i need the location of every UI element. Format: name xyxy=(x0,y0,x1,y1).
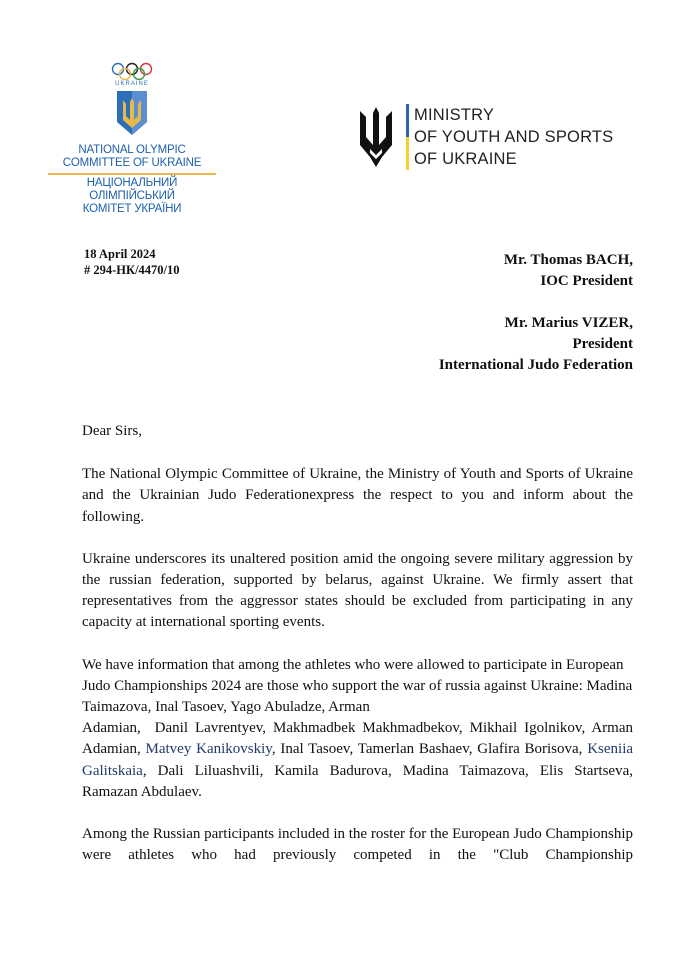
trident-icon xyxy=(356,105,396,169)
paragraph-2: Ukraine underscores its unaltered position amid the ongoing severe military aggression by the russian federation, supported by belarus, against Ukraine. We firmly assert that representatives from the aggressor states should be excluded from participating in any capacity at international sporting events. xyxy=(82,550,633,631)
noc-ukraine-label: UKRAINE xyxy=(115,81,149,87)
athlete-highlight-1: Matvey Kanikovskiy xyxy=(145,741,272,758)
salutation: Dear Sirs, xyxy=(82,423,142,439)
paragraph-3: We have information that among the athletes who were allowed to participate in European Judo Championships 2024 are those who support the war of russia against Ukraine: Madina Taimazova, Inal Tasoev, Yago Abuladze, Arman Adamian, Danil Lavrentyev, Makhmadbek Makhmadbekov, Mikhail Igolnikov, Arman Adamian, Matvey Kanikovskiy, Inal Tasoev, Tamerlan Bashaev, Glafira Borisova, Kseniia Galitskaia, Dali Liluashvili, Kamila Badurova, Madina Taimazova, Elis Startseva, Ramazan Abdulaev. xyxy=(82,656,636,800)
ministry-flag-bar xyxy=(406,104,409,170)
ukraine-shield-icon xyxy=(116,90,148,136)
addressee-2-organization: International Judo Federation xyxy=(438,357,633,373)
addressee-2-title: President xyxy=(572,336,633,352)
noc-name-english: NATIONAL OLYMPIC COMMITTEE OF UKRAINE xyxy=(62,144,202,169)
noc-name-ukrainian: НАЦІОНАЛЬНИЙ ОЛІМПІЙСЬКИЙ КОМІТЕТ УКРАЇНИ xyxy=(82,177,182,215)
letter-number: # 294-НК/4470/10 xyxy=(84,263,180,277)
ministry-name: MINISTRY OF YOUTH AND SPORTS OF UKRAINE xyxy=(414,106,614,168)
noc-divider xyxy=(48,173,216,175)
ministry-logo xyxy=(356,104,613,170)
addressee-block xyxy=(439,250,633,376)
paragraph-4: Among the Russian participants included in the roster for the European Judo Championship were athletes who had previously competed in the "Club Championship xyxy=(82,826,633,864)
olympic-rings-icon xyxy=(110,62,154,80)
athlete-highlight-2: Kseniia Galitskaia xyxy=(82,741,634,779)
letter-reference xyxy=(84,246,180,278)
addressee-1-title: IOC President xyxy=(540,273,633,289)
letter-body xyxy=(82,421,636,887)
addressee-1-name: Mr. Thomas BACH, xyxy=(503,252,633,268)
addressee-2-name: Mr. Marius VIZER, xyxy=(504,315,633,331)
paragraph-1: The National Olympic Committee of Ukraine, the Ministry of Youth and Sports of Ukraine and the Ukrainian Judo Federationexpress the respect to you and inform about the following. xyxy=(82,466,633,525)
noc-ukraine-logo xyxy=(44,62,220,216)
letter-date: 18 April 2024 xyxy=(84,247,156,261)
